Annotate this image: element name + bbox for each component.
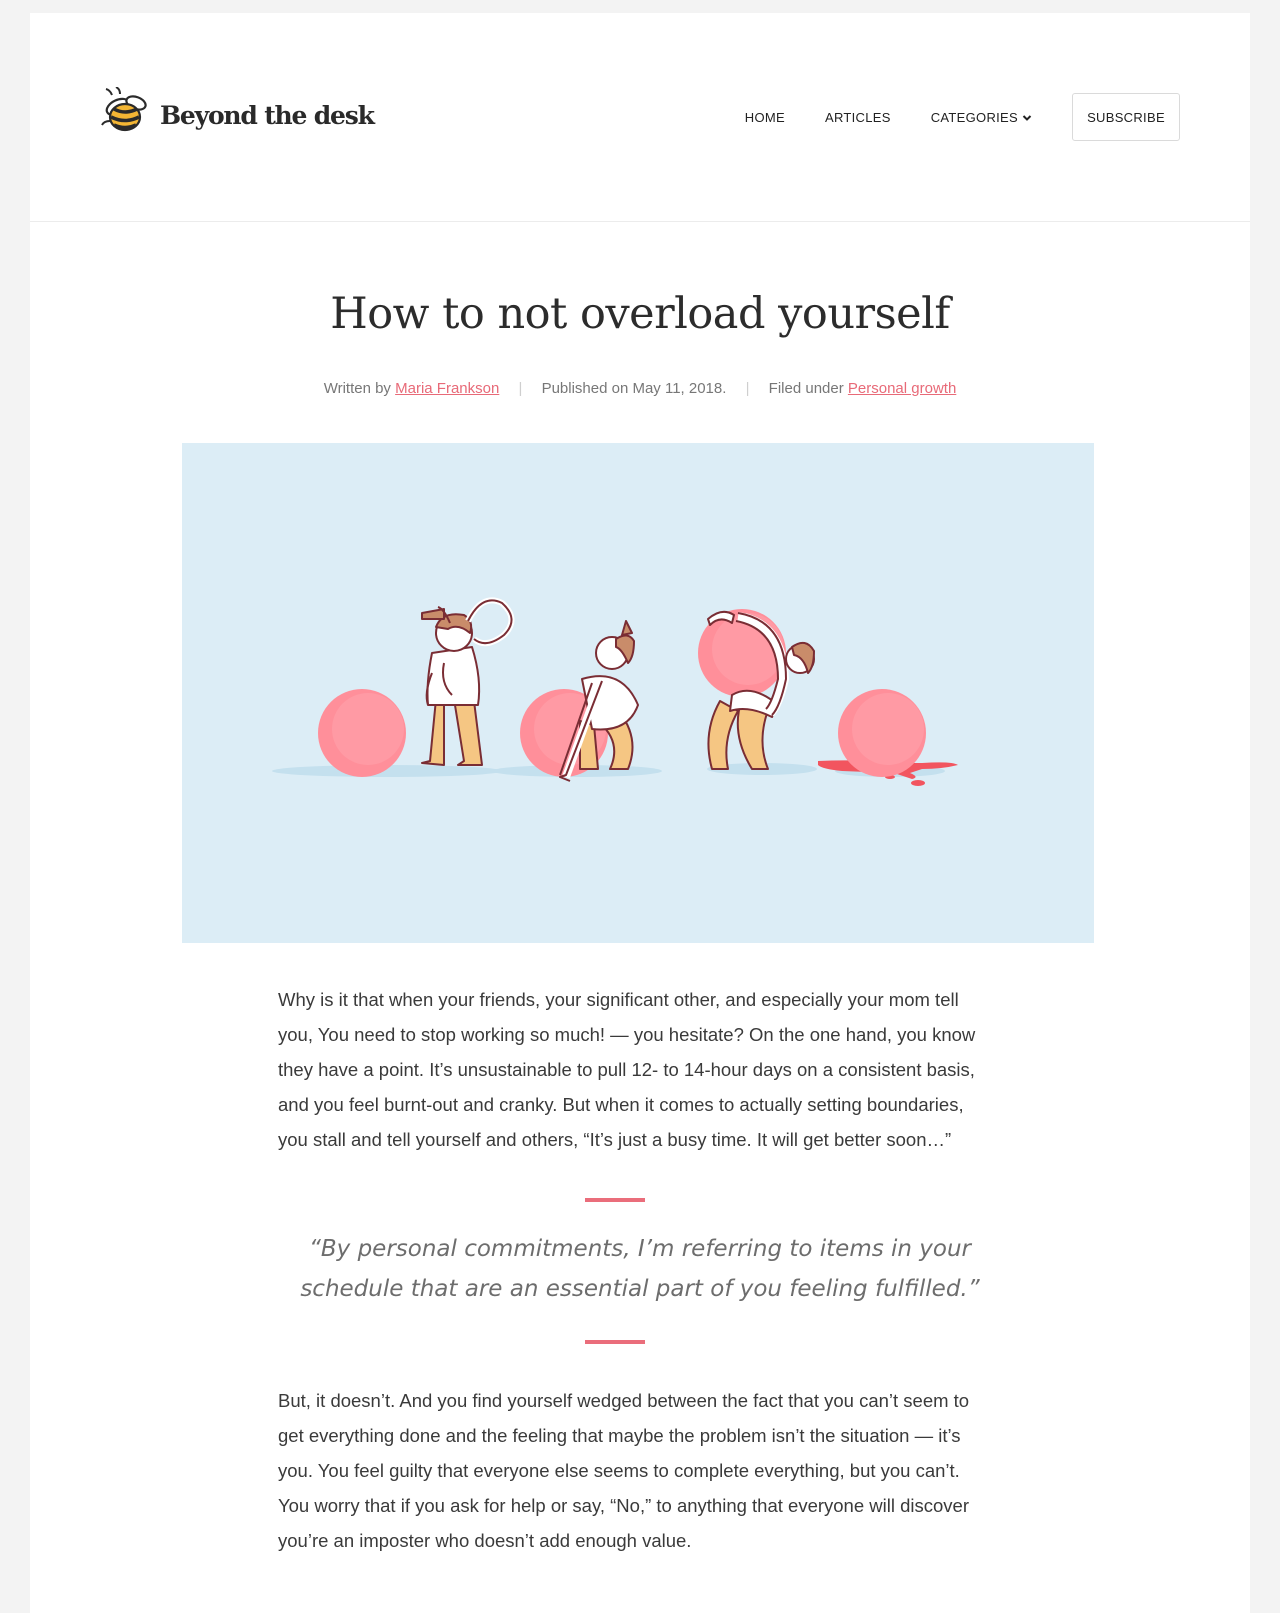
nav-home[interactable]: HOME (744, 109, 785, 125)
nav-categories[interactable] (931, 110, 1032, 125)
article-paragraph: But, it doesn’t. And you find yourself wedged between the fact that you can’t seem to get everything done and the feeling that maybe the problem isn’t the situation — it’s you. You feel guilty that everyone else seems to complete everything, but you can’t. You worry that if you ask for help or say, “No,” to anything that everyone will discover you’re an imposter who doesn’t add enough value. (278, 1390, 970, 1551)
filed-under-label: Filed under (768, 380, 844, 397)
article-paragraph: Why is it that when your friends, your significant other, and especially your mom tell you, You need to stop working so much! — you hesitate? On the one hand, you know they have a point. It’s unsustainable to pull 12- to 14-hour days on a consistent basis, and you feel burnt-out and cranky. But when it comes to actually setting boundaries, you stall and tell yourself and others, “It’s just a busy time. It will get better soon…” (278, 989, 976, 1150)
main-nav (745, 92, 1180, 142)
chevron-down-icon (1022, 110, 1032, 125)
site-logo[interactable] (98, 89, 374, 141)
article-meta (30, 380, 1250, 397)
pull-quote: “By personal commitments, I’m referring to items in your schedule that are an essential part of you feeling fulfilled.” (300, 1236, 980, 1302)
quote-divider-top (585, 1198, 645, 1202)
nav-categories-label: CATEGORIES (930, 109, 1018, 125)
bee-icon (98, 87, 154, 144)
written-by-label: Written by (323, 380, 391, 397)
subscribe-button[interactable]: SUBSCRIBE (1072, 93, 1180, 141)
site-header (30, 13, 1250, 222)
article-title: How to not overload yourself (330, 289, 950, 339)
published-date: Published on May 11, 2018. (541, 380, 727, 397)
quote-divider-bottom (585, 1340, 645, 1344)
author-link[interactable]: Maria Frankson (395, 380, 500, 397)
page-container (30, 13, 1250, 1613)
meta-divider: | (518, 380, 523, 397)
people-lifting-balls-illustration (182, 443, 1094, 943)
nav-articles[interactable]: ARTICLES (824, 109, 891, 125)
brand-name: Beyond the desk (160, 100, 374, 130)
hero-image (182, 443, 1094, 943)
meta-divider: | (745, 380, 750, 397)
category-link[interactable]: Personal growth (847, 380, 957, 397)
